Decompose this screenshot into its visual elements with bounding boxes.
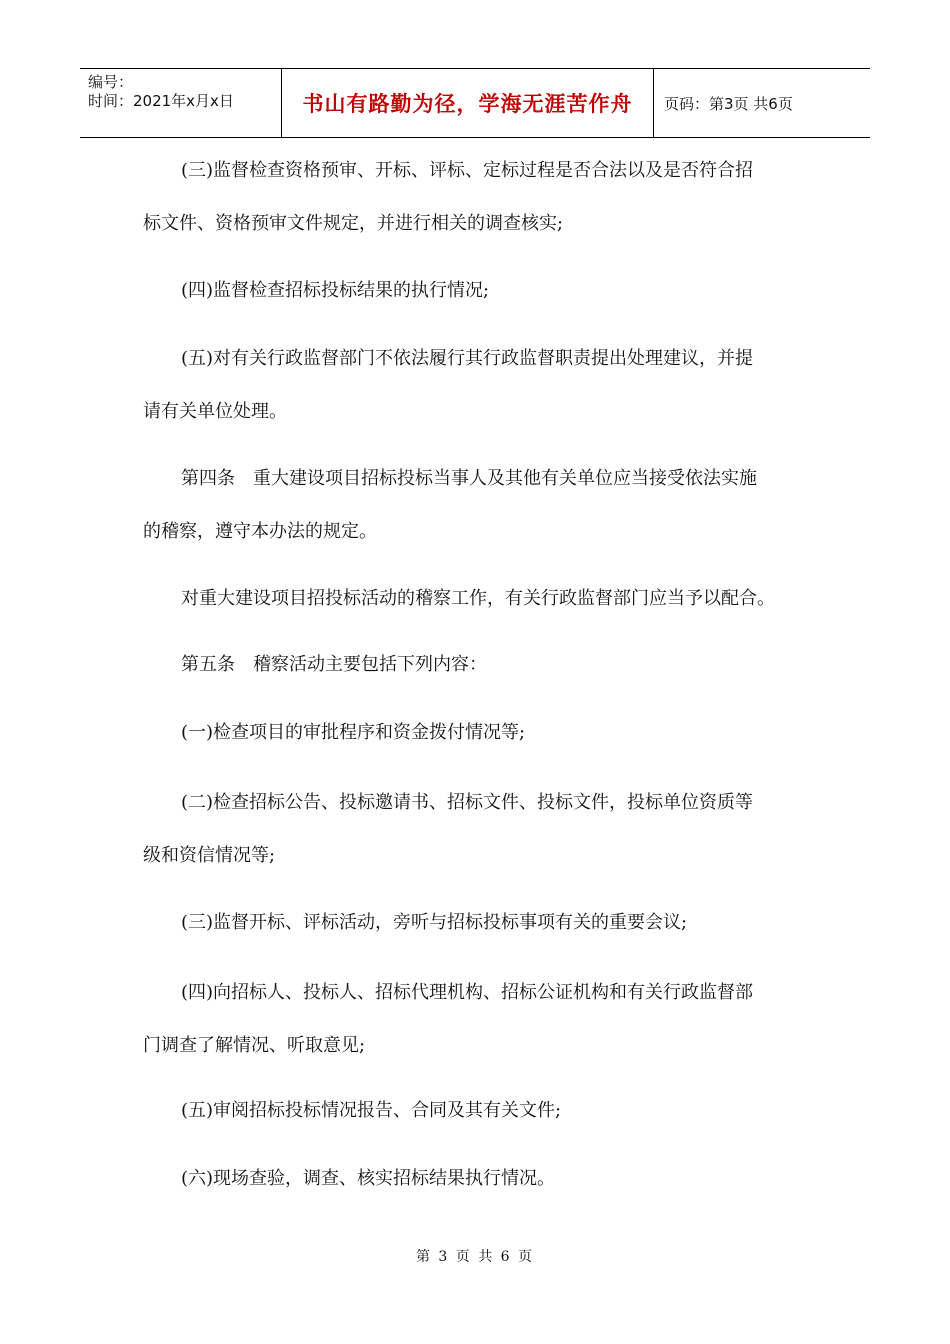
header-page-info: 页码：第3页 共6页 (664, 94, 793, 113)
header-motto: 书山有路勤为径，学海无涯苦作舟 (302, 92, 633, 116)
header-page-cell (654, 69, 870, 137)
header-motto-cell (282, 69, 654, 137)
paragraph (143, 467, 757, 544)
paragraph (143, 791, 753, 868)
paragraph (143, 721, 525, 745)
paragraph-first-line: (四)向招标人、投标人、招标代理机构、招标公证机构和有关行政监督部 (181, 982, 754, 1003)
page-header (80, 68, 870, 138)
paragraph (143, 347, 753, 424)
document-number-label: 编号： (88, 73, 134, 91)
paragraph-first-line: (五)对有关行政监督部门不依法履行其行政监督职责提出处理建议，并提 (181, 348, 754, 369)
document-time-label: 时间：2021年x月x日 (88, 92, 234, 110)
paragraph (143, 159, 753, 236)
page-footer: 第 3 页 共 6 页 (415, 1249, 535, 1265)
paragraph (143, 653, 487, 677)
paragraph (143, 1099, 561, 1123)
paragraph (143, 1167, 555, 1191)
paragraph-first-line: 第四条 重大建设项目招标投标当事人及其他有关单位应当接受依法实施 (181, 468, 757, 489)
paragraph-continuation-line: 标文件、资格预审文件规定，并进行相关的调查核实; (143, 213, 564, 234)
paragraph-first-line: (五)审阅招标投标情况报告、合同及其有关文件; (181, 1100, 562, 1121)
paragraph-continuation-line: 的稽察，遵守本办法的规定。 (143, 521, 377, 542)
header-left-cell (80, 69, 282, 137)
paragraph-first-line: (二)检查招标公告、投标邀请书、招标文件、投标文件，投标单位资质等 (181, 792, 754, 813)
paragraph (143, 981, 753, 1058)
paragraph (143, 911, 687, 935)
paragraph-continuation-line: 门调查了解情况、听取意见; (143, 1035, 366, 1056)
paragraph (143, 587, 775, 611)
paragraph (143, 279, 489, 303)
paragraph-first-line: (一)检查项目的审批程序和资金拨付情况等; (181, 722, 526, 743)
paragraph-first-line: (六)现场查验，调查、核实招标结果执行情况。 (181, 1168, 556, 1189)
paragraph-continuation-line: 级和资信情况等; (143, 845, 276, 866)
paragraph-first-line: 对重大建设项目招投标活动的稽察工作，有关行政监督部门应当予以配合。 (181, 588, 775, 609)
paragraph-first-line: 第五条 稽察活动主要包括下列内容： (181, 654, 487, 675)
paragraph-first-line: (三)监督开标、评标活动，旁听与招标投标事项有关的重要会议; (181, 912, 688, 933)
paragraph-first-line: (三)监督检查资格预审、开标、评标、定标过程是否合法以及是否符合招 (181, 160, 754, 181)
paragraph-continuation-line: 请有关单位处理。 (143, 401, 287, 422)
paragraph-first-line: (四)监督检查招标投标结果的执行情况; (181, 280, 490, 301)
